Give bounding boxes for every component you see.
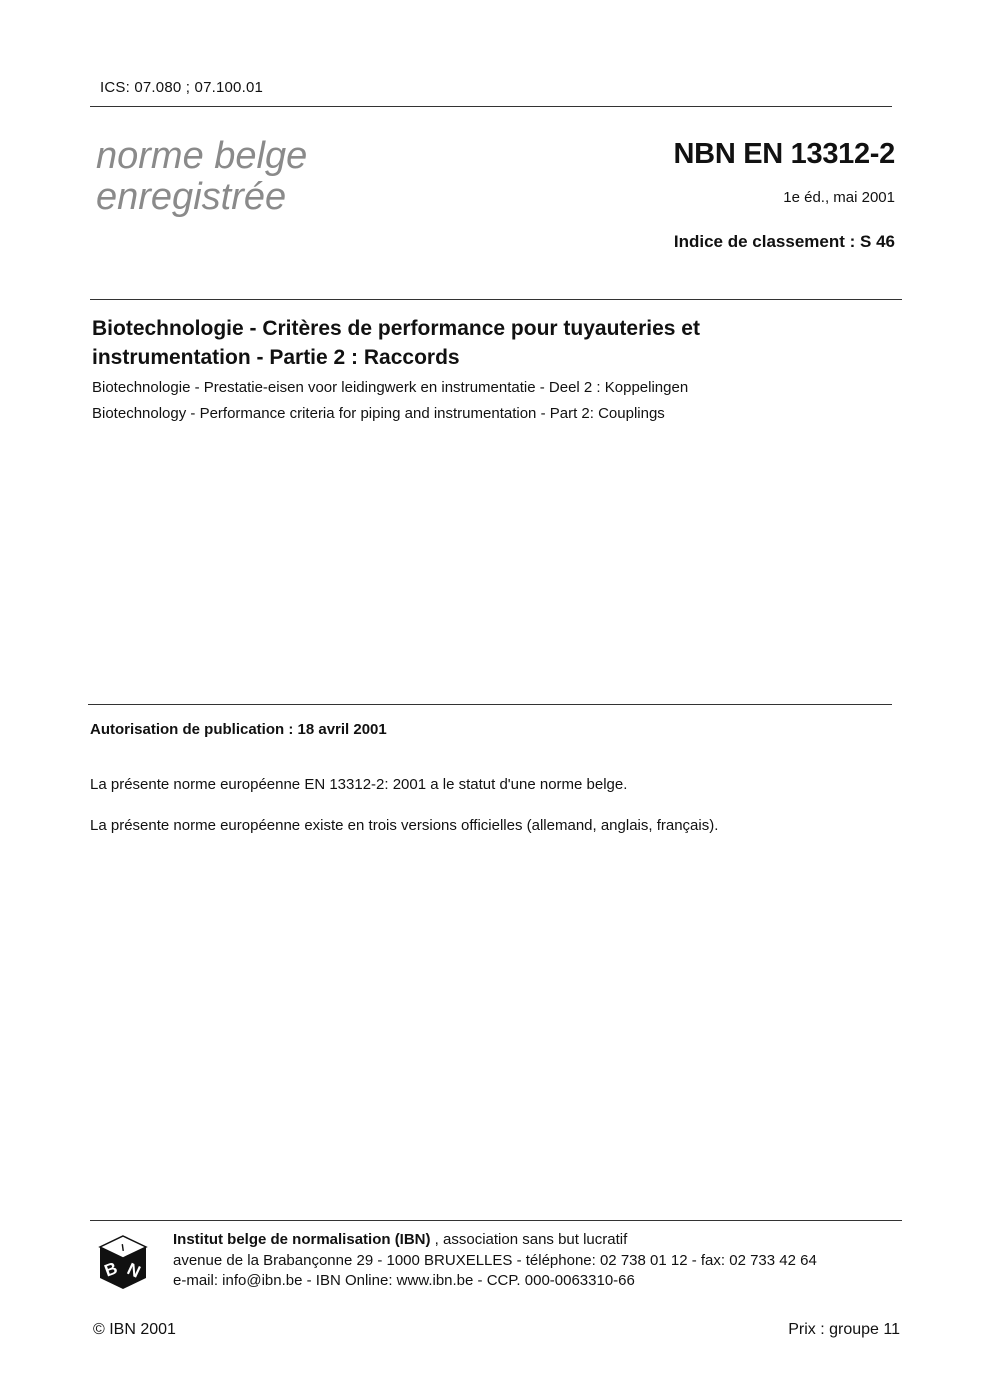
copyright-notice: © IBN 2001 [93, 1321, 176, 1338]
svg-text:N: N [124, 1259, 144, 1282]
institute-address: avenue de la Brabançonne 29 - 1000 BRUXELLES - téléphone: 02 738 01 12 - fax: 02 733 42 64 [173, 1252, 817, 1269]
title-french-line-2: instrumentation - Partie 2 : Raccords [92, 346, 460, 369]
publication-authorisation: Autorisation de publication : 18 avril 2001 [90, 721, 387, 738]
svg-text:I: I [120, 1242, 126, 1255]
edition-date: 1e éd., mai 2001 [783, 189, 895, 206]
status-statement: La présente norme européenne EN 13312-2: 2001 a le statut d'une norme belge. [90, 776, 628, 793]
price-group: Prix : groupe 11 [788, 1321, 900, 1338]
institute-suffix: , association sans but lucratif [430, 1231, 628, 1248]
ibn-logo [98, 1235, 148, 1290]
institute-name: Institut belge de normalisation (IBN) [173, 1231, 431, 1248]
title-english: Biotechnology - Performance criteria for piping and instrumentation - Part 2: Couplings [92, 405, 665, 422]
title-dutch: Biotechnologie - Prestatie-eisen voor leidingwerk en instrumentatie - Deel 2 : Koppelingen [92, 379, 689, 396]
norm-type-label [96, 136, 307, 218]
footer-divider [90, 1220, 902, 1221]
institute-line [173, 1231, 627, 1248]
ics-code: ICS: 07.080 ; 07.100.01 [100, 79, 264, 96]
classification-index: Indice de classement : S 46 [673, 232, 895, 251]
norm-type-line-2: enregistrée [96, 176, 287, 218]
institute-contact: e-mail: info@ibn.be - IBN Online: www.ibn.be - CCP. 000-0063310-66 [173, 1272, 635, 1289]
body-divider [88, 704, 892, 705]
title-french-line-1: Biotechnologie - Critères de performance pour tuyauteries et [92, 317, 700, 340]
title-divider [90, 299, 902, 300]
norm-type-line-1: norme belge [96, 135, 308, 177]
norm-code: NBN EN 13312-2 [673, 138, 895, 170]
title-french [92, 314, 700, 372]
versions-statement: La présente norme européenne existe en trois versions officielles (allemand, anglais, français). [90, 817, 719, 834]
header-divider [90, 106, 892, 107]
svg-text:B: B [101, 1258, 120, 1281]
